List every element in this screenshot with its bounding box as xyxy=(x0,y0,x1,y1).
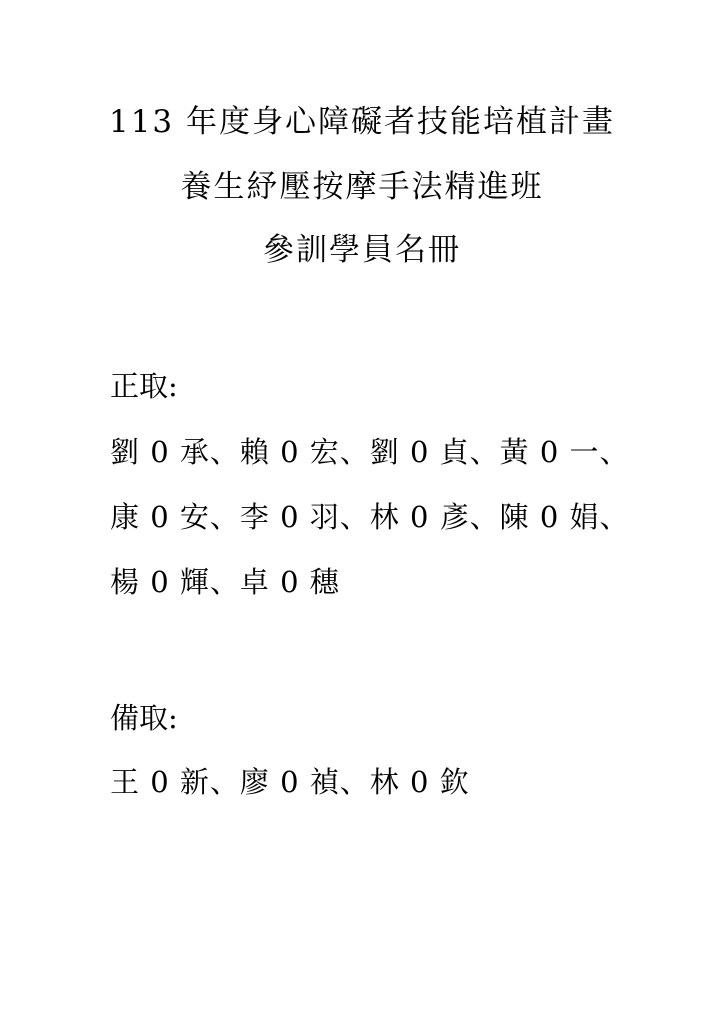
waitlist-heading: 備取: xyxy=(110,701,178,735)
waitlist-names-line: 王 0 新、廖 0 禎、林 0 欽 xyxy=(110,765,470,799)
admitted-heading: 正取: xyxy=(110,369,178,403)
admitted-names-line: 楊 0 輝、卓 0 穗 xyxy=(110,565,340,599)
document-title-program: 113 年度身心障礙者技能培植計畫 xyxy=(108,104,616,140)
admitted-names-line: 劉 0 承、賴 0 宏、劉 0 貞、黃 0 一、 xyxy=(110,435,630,469)
admitted-names-line: 康 0 安、李 0 羽、林 0 彥、陳 0 娟、 xyxy=(110,500,630,534)
document-title-course: 養生紓壓按摩手法精進班 xyxy=(180,169,544,205)
document-title-roster: 參訓學員名冊 xyxy=(263,232,461,268)
